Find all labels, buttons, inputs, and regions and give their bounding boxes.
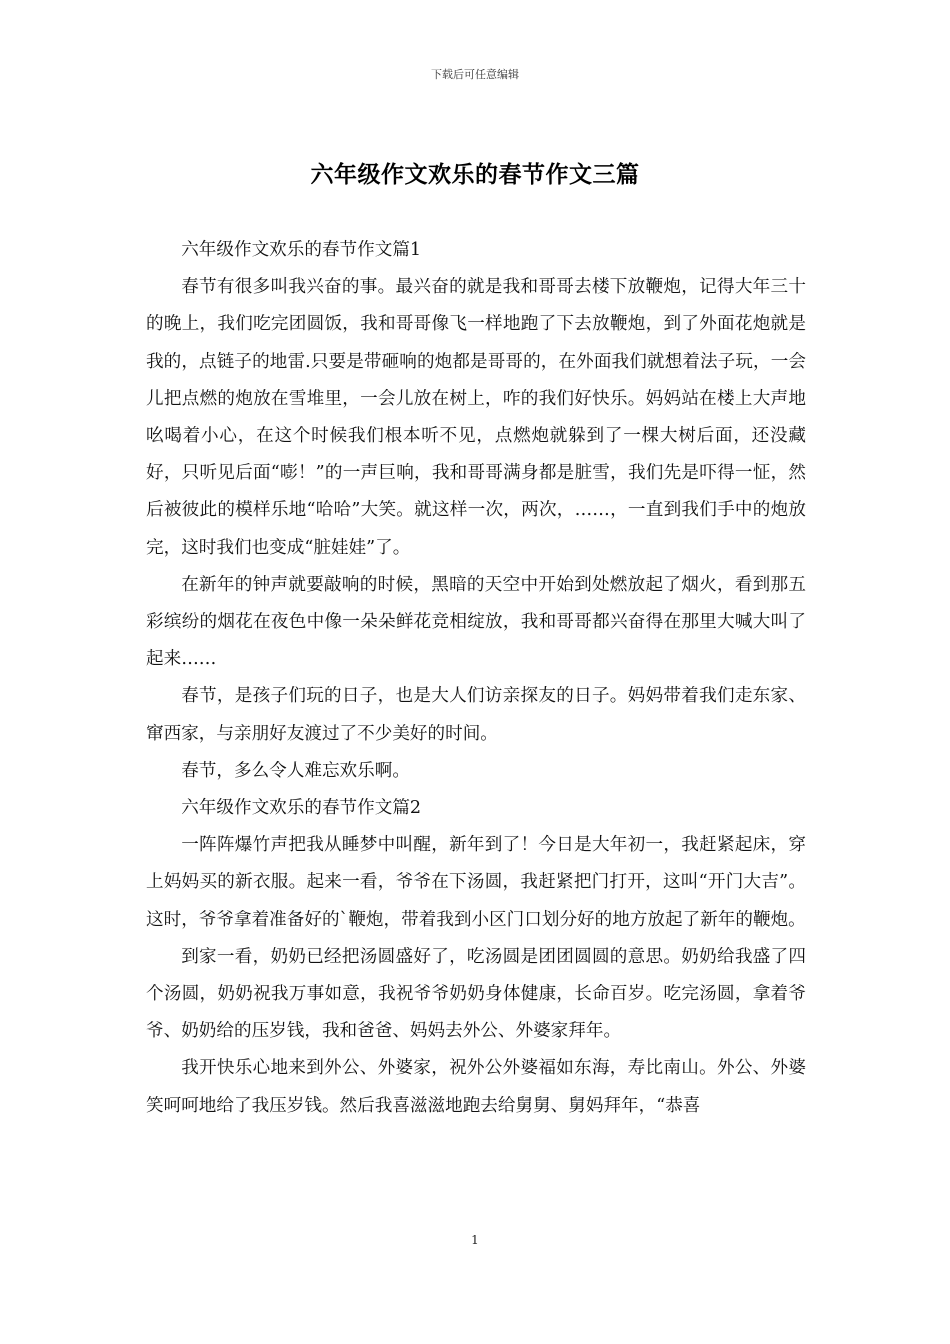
section-heading-1: 六年级作文欢乐的春节作文篇1 <box>181 240 422 260</box>
paragraph: 一阵阵爆竹声把我从睡梦中叫醒，新年到了！今日是大年初一，我赶紧起床，穿上妈妈买的新衣服。起来一看，爷爷在下汤圆，我赶紧把门打开，这叫“开门大吉”。这时，爷爷拿着准备好的`鞭炮，带着我到小区门口划分好的地方放起了新年的鞭炮。 <box>146 835 806 930</box>
page-number: 1 <box>471 1233 479 1247</box>
paragraph: 在新年的钟声就要敲响的时候，黑暗的天空中开始到处燃放起了烟火，看到那五彩缤纷的烟花在夜色中像一朵朵鲜花竞相绽放，我和哥哥都兴奋得在那里大喊大叫了起来…… <box>146 574 806 670</box>
paragraph: 春节有很多叫我兴奋的事。最兴奋的就是我和哥哥去楼下放鞭炮，记得大年三十的晚上，我们吃完团圆饭，我和哥哥像飞一样地跑了下去放鞭炮，到了外面花炮就是我的，点链子的地雷.只要是带砸响的炮都是哥哥的，在外面我们就想着法子玩，一会儿把点燃的炮放在雪堆里，一会儿放在树上，咋的我们好快乐。妈妈站在楼上大声地吆喝着小心，在这个时候我们根本听不见，点燃炮就躲到了一棵大树后面，还没藏好，只听见后面“嘭！”的一声巨响，我和哥哥满身都是脏雪，我们先是吓得一怔，然后被彼此的模样乐地“哈哈”大笑。就这样一次，两次，……，一直到我们手中的炮放完，这时我们也变成“脏娃娃”了。 <box>146 277 806 558</box>
paragraph: 春节，多么令人难忘欢乐啊。 <box>181 760 410 781</box>
paragraph: 到家一看，奶奶已经把汤圆盛好了，吃汤圆是团团圆圆的意思。奶奶给我盛了四个汤圆，奶奶祝我万事如意，我祝爷爷奶奶身体健康，长命百岁。吃完汤圆，拿着爷爷、奶奶给的压岁钱，我和爸爸、妈妈去外公、外婆家拜年。 <box>146 946 806 1042</box>
document-body <box>146 232 806 1125</box>
page-title: 六年级作文欢乐的春节作文三篇 <box>310 162 640 188</box>
paragraph: 我开快乐心地来到外公、外婆家，祝外公外婆福如东海，寿比南山。外公、外婆笑呵呵地给了我压岁钱。然后我喜滋滋地跑去给舅舅、舅妈拜年，“恭喜 <box>146 1058 806 1116</box>
section-heading-2: 六年级作文欢乐的春节作文篇2 <box>181 798 422 819</box>
paragraph: 春节，是孩子们玩的日子，也是大人们访亲探友的日子。妈妈带着我们走东家、窜西家，与亲朋好友渡过了不少美好的时间。 <box>146 686 806 744</box>
header-note: 下载后可任意编辑 <box>431 68 519 81</box>
